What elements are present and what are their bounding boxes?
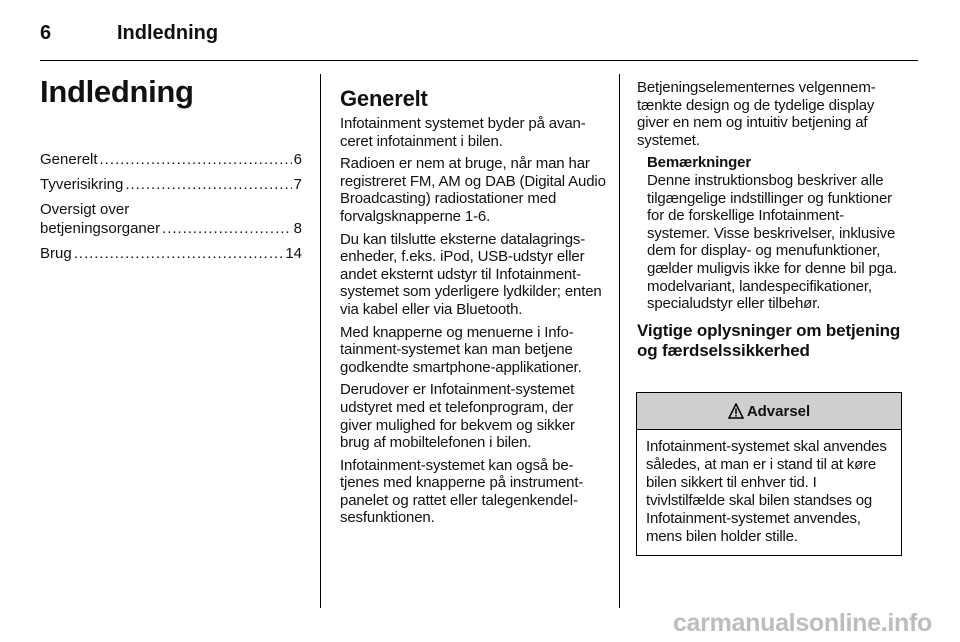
page-number: 6 — [40, 22, 52, 44]
toc-entry-title-line1: Oversigt over — [40, 201, 130, 218]
toc-entry-page: 14 — [285, 245, 302, 262]
warning-text: Infotainment-systemet skal anvendes således, at man er i stand til at køre bilen sikkert til enhver tid. I tvivlstilfælde skal bilen standses og Infotainment-systemet anvendes, mens bilen holder stille. — [646, 438, 887, 545]
column-divider — [619, 74, 620, 608]
column-divider — [320, 74, 321, 608]
toc-leader — [100, 150, 292, 169]
note-block — [647, 154, 905, 312]
paragraph: Du kan tilslutte eksterne datalagringsenheder, f.eks. iPod, USB-udstyr eller andet eksternt udstyr til Infotainment-systemet som yderligere lydkilder; enten via kabel eller via Bluetooth. — [340, 230, 602, 318]
toc-leader — [125, 175, 291, 194]
toc-entry-generelt[interactable] — [40, 150, 302, 169]
note-title: Bemærkninger — [647, 154, 752, 172]
paragraph: Infotainment systemet byder på avanceret infotainment i bilen. — [340, 115, 586, 150]
toc-entry-oversigt[interactable] — [40, 200, 302, 238]
warning-title: Advarsel — [746, 402, 811, 420]
chapter-title: Indledning — [40, 74, 194, 109]
column-generelt — [340, 86, 606, 532]
toc-entry-page: 7 — [293, 176, 302, 193]
toc-entry-title-line2: betjeningsorganer — [40, 220, 161, 237]
warning-box — [636, 392, 902, 556]
toc-entry-page: 8 — [293, 220, 302, 237]
running-header: Indledning — [117, 22, 219, 44]
paragraph: Infotainment-systemet kan også betjenes med knapperne på instrumentpanelet og rattet eller talegenkendelsesfunktionen. — [340, 456, 584, 527]
section-heading: Generelt — [340, 86, 428, 111]
toc-entry-brug[interactable] — [40, 244, 302, 263]
toc-entry-page: 6 — [293, 151, 302, 168]
column-right — [637, 79, 905, 367]
note-text: Denne instruktionsbog beskriver alle tilgængelige indstillinger og funktioner for de forskellige Infotainment-systemer. Visse beskrivelser, inklusive dem for display- og menufunktioner, gælder muligvis ikke for denne bil pga. modelvariant, landespecifikationer, specialudstyr eller tilbehør. — [647, 171, 898, 313]
paragraph: Betjeningselementernes velgennemtænkte design og de tydelige display giver en nem og intuitiv betjening af systemet. — [637, 79, 876, 149]
toc-leader — [162, 219, 292, 238]
toc-entry-title: Tyverisikring — [40, 176, 124, 193]
header-rule — [40, 60, 918, 61]
paragraph: Derudover er Infotainment-systemet udstyret med et telefonprogram, der giver mulighed for bekvem og sikker brug af mobiltelefonen i bilen. — [340, 381, 575, 452]
warning-triangle-icon — [728, 403, 744, 419]
toc-entry-title: Brug — [40, 245, 72, 262]
paragraph: Radioen er nem at bruge, når man har registreret FM, AM og DAB (Digital Audio Broadcasting) radiostationer med forvalgsknapperne 1-6. — [340, 155, 606, 225]
toc-entry-title: Generelt — [40, 151, 98, 168]
watermark: carmanualsonline.info — [672, 609, 932, 637]
warning-header — [637, 393, 901, 430]
toc-leader — [74, 244, 284, 263]
toc-entry-tyverisikring[interactable] — [40, 175, 302, 194]
paragraph: Med knapperne og menuerne i Infotainment-systemet kan man betjene godkendte smartphone-applikationer. — [340, 323, 582, 376]
subheading: Vigtige oplysninger om betjening og færdselssikkerhed — [637, 320, 901, 360]
